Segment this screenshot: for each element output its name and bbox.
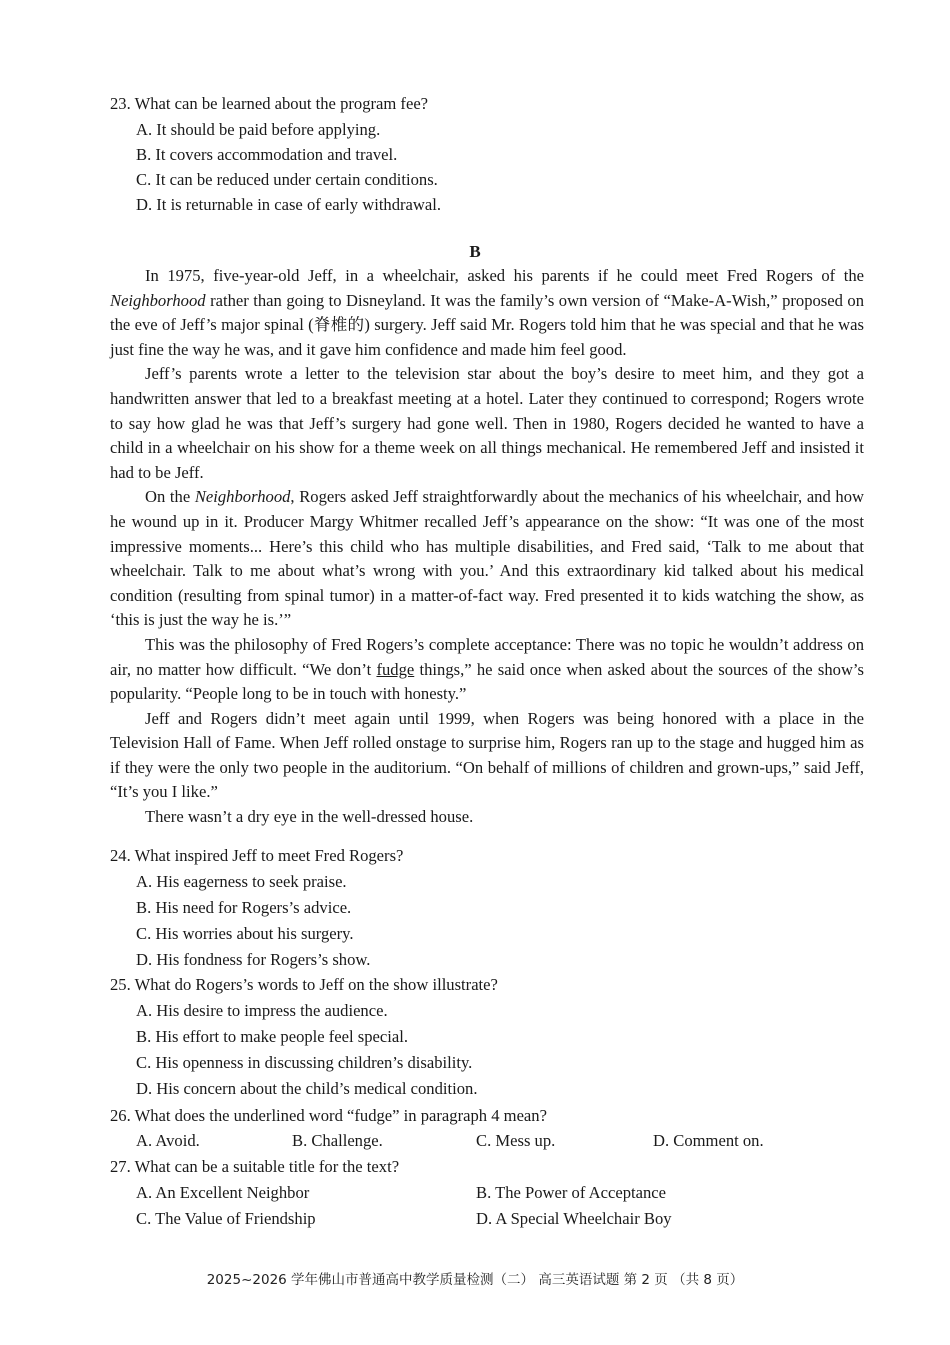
- option-d: D. Comment on.: [653, 1131, 764, 1150]
- option-b: B. The Power of Acceptance: [476, 1183, 666, 1202]
- page-footer: 2025~2026 学年佛山市普通高中教学质量检测（二） 高三英语试题 第 2 页 （共 8 页）: [206, 1272, 744, 1288]
- underlined-word: fudge: [376, 659, 415, 679]
- option-c: C. His worries about his surgery.: [136, 924, 354, 943]
- italic-title: Neighborhood: [194, 487, 291, 507]
- paragraph-3: [110, 485, 864, 633]
- paragraph-text: On the: [145, 487, 195, 507]
- option-a: A. An Excellent Neighbor: [136, 1183, 310, 1202]
- paragraph-text: , Rogers asked Jeff straightforwardly about the mechanics of his wheelchair, and how he wound up in it. Producer Margy Whitmer recalled Jeff’s appearance on the show: “It was one of the most impressive moments... Here’s this child who has multiple disabilities, and Fred said, ‘Talk to me about that wheelchair. Talk to me about what’s wrong with you.’ And this extraordinary kid talked about his medical condition (resulting from spinal tumor) in a matter-of-fact way. Fred presented it to kids watching the show, as ‘this is just the way he is.’”: [110, 487, 864, 630]
- option-c: C. Mess up.: [476, 1131, 556, 1150]
- paragraph-6: There wasn’t a dry eye in the well-dressed house.: [145, 807, 474, 827]
- reading-passage: [110, 264, 864, 830]
- paragraph-2: Jeff’s parents wrote a letter to the television star about the boy’s desire to meet him, and they got a handwritten answer that led to a breakfast meeting at a hotel. Later they continued to correspond; Rogers wrote to say how glad he was that Jeff’s surgery had gone well. Then in 1980, Rogers decided he wanted to have a child in a wheelchair on his show for a theme week on all things mechanical. He remembered Jeff and insisted it had to be Jeff.: [110, 364, 864, 482]
- option-c: C. The Value of Friendship: [136, 1209, 316, 1228]
- option-b: B. It covers accommodation and travel.: [136, 145, 398, 164]
- paragraph-4: [110, 633, 864, 707]
- paragraph-text: rather than going to Disneyland. It was the family’s own version of “Make-A-Wish,” proposed on the eve of Jeff’s major spinal (脊椎的) surgery. Jeff said Mr. Rogers told him that he was special and that he was just fine the way he was, and it gave him confidence and made him feel good.: [110, 290, 864, 359]
- italic-title: Neighborhood: [110, 290, 206, 310]
- paragraph-text: In 1975, five-year-old Jeff, in a wheelchair, asked his parents if he could meet Fred Rogers of the: [145, 266, 864, 285]
- option-d: D. His concern about the child’s medical condition.: [136, 1079, 478, 1098]
- section-label: B: [469, 242, 481, 261]
- question-stem: 27. What can be a suitable title for the text?: [110, 1157, 400, 1176]
- option-d: D. A Special Wheelchair Boy: [476, 1209, 672, 1228]
- question-stem: 24. What inspired Jeff to meet Fred Rogers?: [110, 846, 404, 865]
- paragraph-text: things,” he said once when asked about the sources of the show’s popularity. “People long to be in touch with honesty.”: [110, 659, 864, 704]
- option-a: A. His desire to impress the audience.: [136, 1001, 388, 1020]
- paragraph-1: [110, 264, 864, 362]
- option-b: B. His effort to make people feel special.: [136, 1027, 409, 1046]
- paragraph-text: This was the philosophy of Fred Rogers’s complete acceptance: There was no topic he wouldn’t address on air, no matter how difficult. “We don’t: [110, 634, 864, 679]
- option-a: A. It should be paid before applying.: [136, 120, 381, 139]
- option-a: A. His eagerness to seek praise.: [136, 872, 347, 891]
- paragraph-5: Jeff and Rogers didn’t meet again until 1999, when Rogers was being honored with a place in the Television Hall of Fame. When Jeff rolled onstage to surprise him, Rogers ran up to the stage and hugged him as if they were the only two people in the auditorium. “On behalf of millions of children and grown-ups,” said Jeff, “It’s you I like.”: [110, 708, 864, 802]
- option-c: C. It can be reduced under certain conditions.: [136, 170, 438, 189]
- option-b: B. His need for Rogers’s advice.: [136, 898, 352, 917]
- option-c: C. His openness in discussing children’s disability.: [136, 1053, 473, 1072]
- question-stem: 23. What can be learned about the program fee?: [110, 94, 429, 113]
- question-stem: 25. What do Rogers’s words to Jeff on the show illustrate?: [110, 975, 498, 994]
- question-stem: 26. What does the underlined word “fudge” in paragraph 4 mean?: [110, 1106, 547, 1125]
- option-a: A. Avoid.: [136, 1131, 200, 1150]
- option-d: D. It is returnable in case of early withdrawal.: [136, 195, 442, 214]
- option-b: B. Challenge.: [292, 1131, 383, 1150]
- option-d: D. His fondness for Rogers’s show.: [136, 950, 371, 969]
